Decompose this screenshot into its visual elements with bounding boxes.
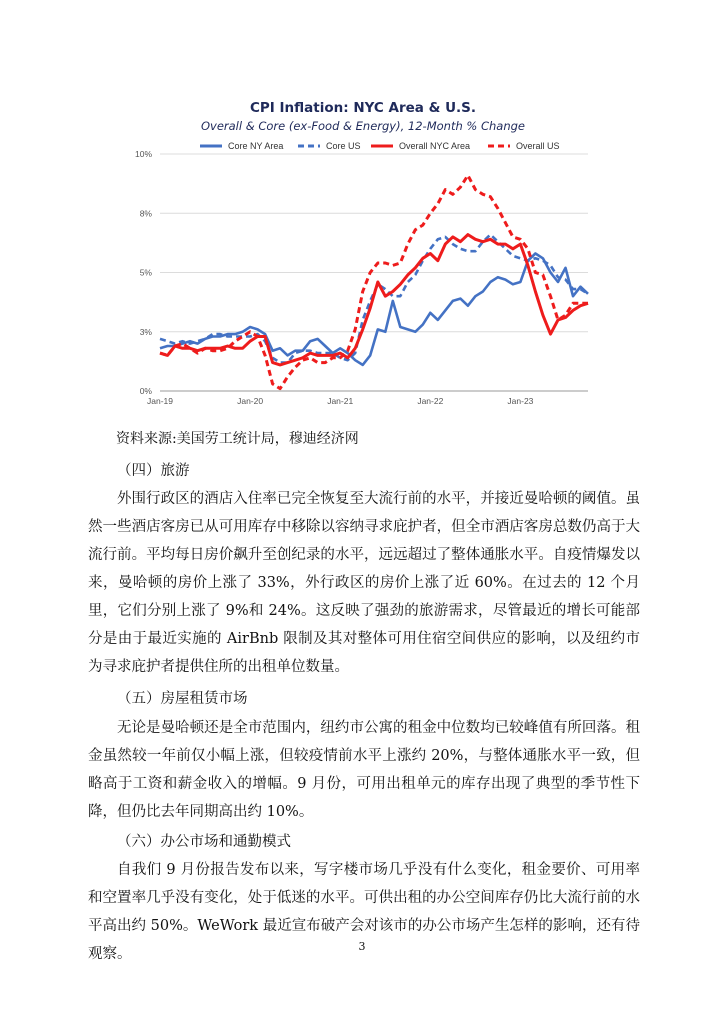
y-tick-label: 10% bbox=[134, 149, 152, 159]
x-tick-label: Jan-22 bbox=[417, 396, 444, 406]
x-axis-ticks bbox=[147, 396, 534, 406]
x-tick-label: Jan-21 bbox=[327, 396, 354, 406]
chart-subtitle: Overall & Core (ex-Food & Energy), 12-Month % Change bbox=[200, 119, 526, 133]
paragraph-office: 自我们 9 月份报告发布以来，写字楼市场几乎没有什么变化，租金要价、可用率和空置率几乎没有变化，处于低迷的水平。可供出租的办公空间库存仍比大流行前的水平高出约 50%。WeWork 最近宣布破产会对该市的办公市场产生怎样的影响，还有待观察。 bbox=[88, 862, 640, 962]
heading-office: （六）办公市场和通勤模式 bbox=[117, 834, 291, 850]
heading-rental: （五）房屋租赁市场 bbox=[117, 691, 248, 707]
chart-series bbox=[160, 175, 588, 388]
x-tick-label: Jan-23 bbox=[507, 396, 534, 406]
y-tick-label: 8% bbox=[139, 208, 152, 219]
y-tick-label: 0% bbox=[139, 386, 152, 396]
y-tick-label: 3% bbox=[139, 326, 152, 337]
cpi-line-chart bbox=[118, 88, 608, 413]
legend-label: Overall NYC Area bbox=[399, 141, 471, 151]
legend-label: Overall US bbox=[516, 141, 560, 151]
series-line-4 bbox=[160, 175, 588, 388]
paragraph-rental: 无论是曼哈顿还是全市范围内，纽约市公寓的租金中位数均已较峰值有所回落。租金虽然较一年前仅小幅上涨，但较疫情前水平上涨约 20%，与整体通胀水平一致，但略高于工资和薪金收入的增幅。9 月份，可用出租单元的库存出现了典型的季节性下降，但仍比去年同期高出约 10%。 bbox=[88, 720, 640, 820]
chart-legend bbox=[200, 141, 560, 151]
legend-label: Core NY Area bbox=[228, 141, 284, 151]
chart-title: CPI Inflation: NYC Area & U.S. bbox=[249, 100, 477, 116]
legend-label: Core US bbox=[326, 141, 361, 151]
y-tick-label: 5% bbox=[139, 267, 152, 278]
x-tick-label: Jan-20 bbox=[237, 396, 264, 406]
paragraph-tourism: 外围行政区的酒店入住率已完全恢复至大流行前的水平，并接近曼哈顿的阈值。虽然一些酒店客房已从可用库存中移除以容纳寻求庇护者，但全市酒店客房总数仍高于大流行前。平均每日房价飙升至创纪录的水平，远远超过了整体通胀水平。自疫情爆发以来，曼哈顿的房价上涨了 33%，外行政区的房价上涨了近 60%。在过去的 12 个月里，它们分别上涨了 9%和 24%。这反映了强劲的旅游需求，尽管最近的增长可能部分是由于最近实施的 AirBnb 限制及其对整体可用住宿空间供应的影响，以及纽约市为寻求庇护者提供住所的出租单位数量。 bbox=[88, 491, 640, 675]
figure-source: 资料来源:美国劳工统计局，穆迪经济网 bbox=[116, 431, 359, 447]
page-number: 3 bbox=[358, 940, 366, 953]
cpi-chart bbox=[118, 88, 608, 413]
heading-tourism: （四）旅游 bbox=[117, 463, 190, 479]
x-tick-label: Jan-19 bbox=[147, 396, 173, 406]
y-axis-ticks bbox=[135, 149, 152, 396]
